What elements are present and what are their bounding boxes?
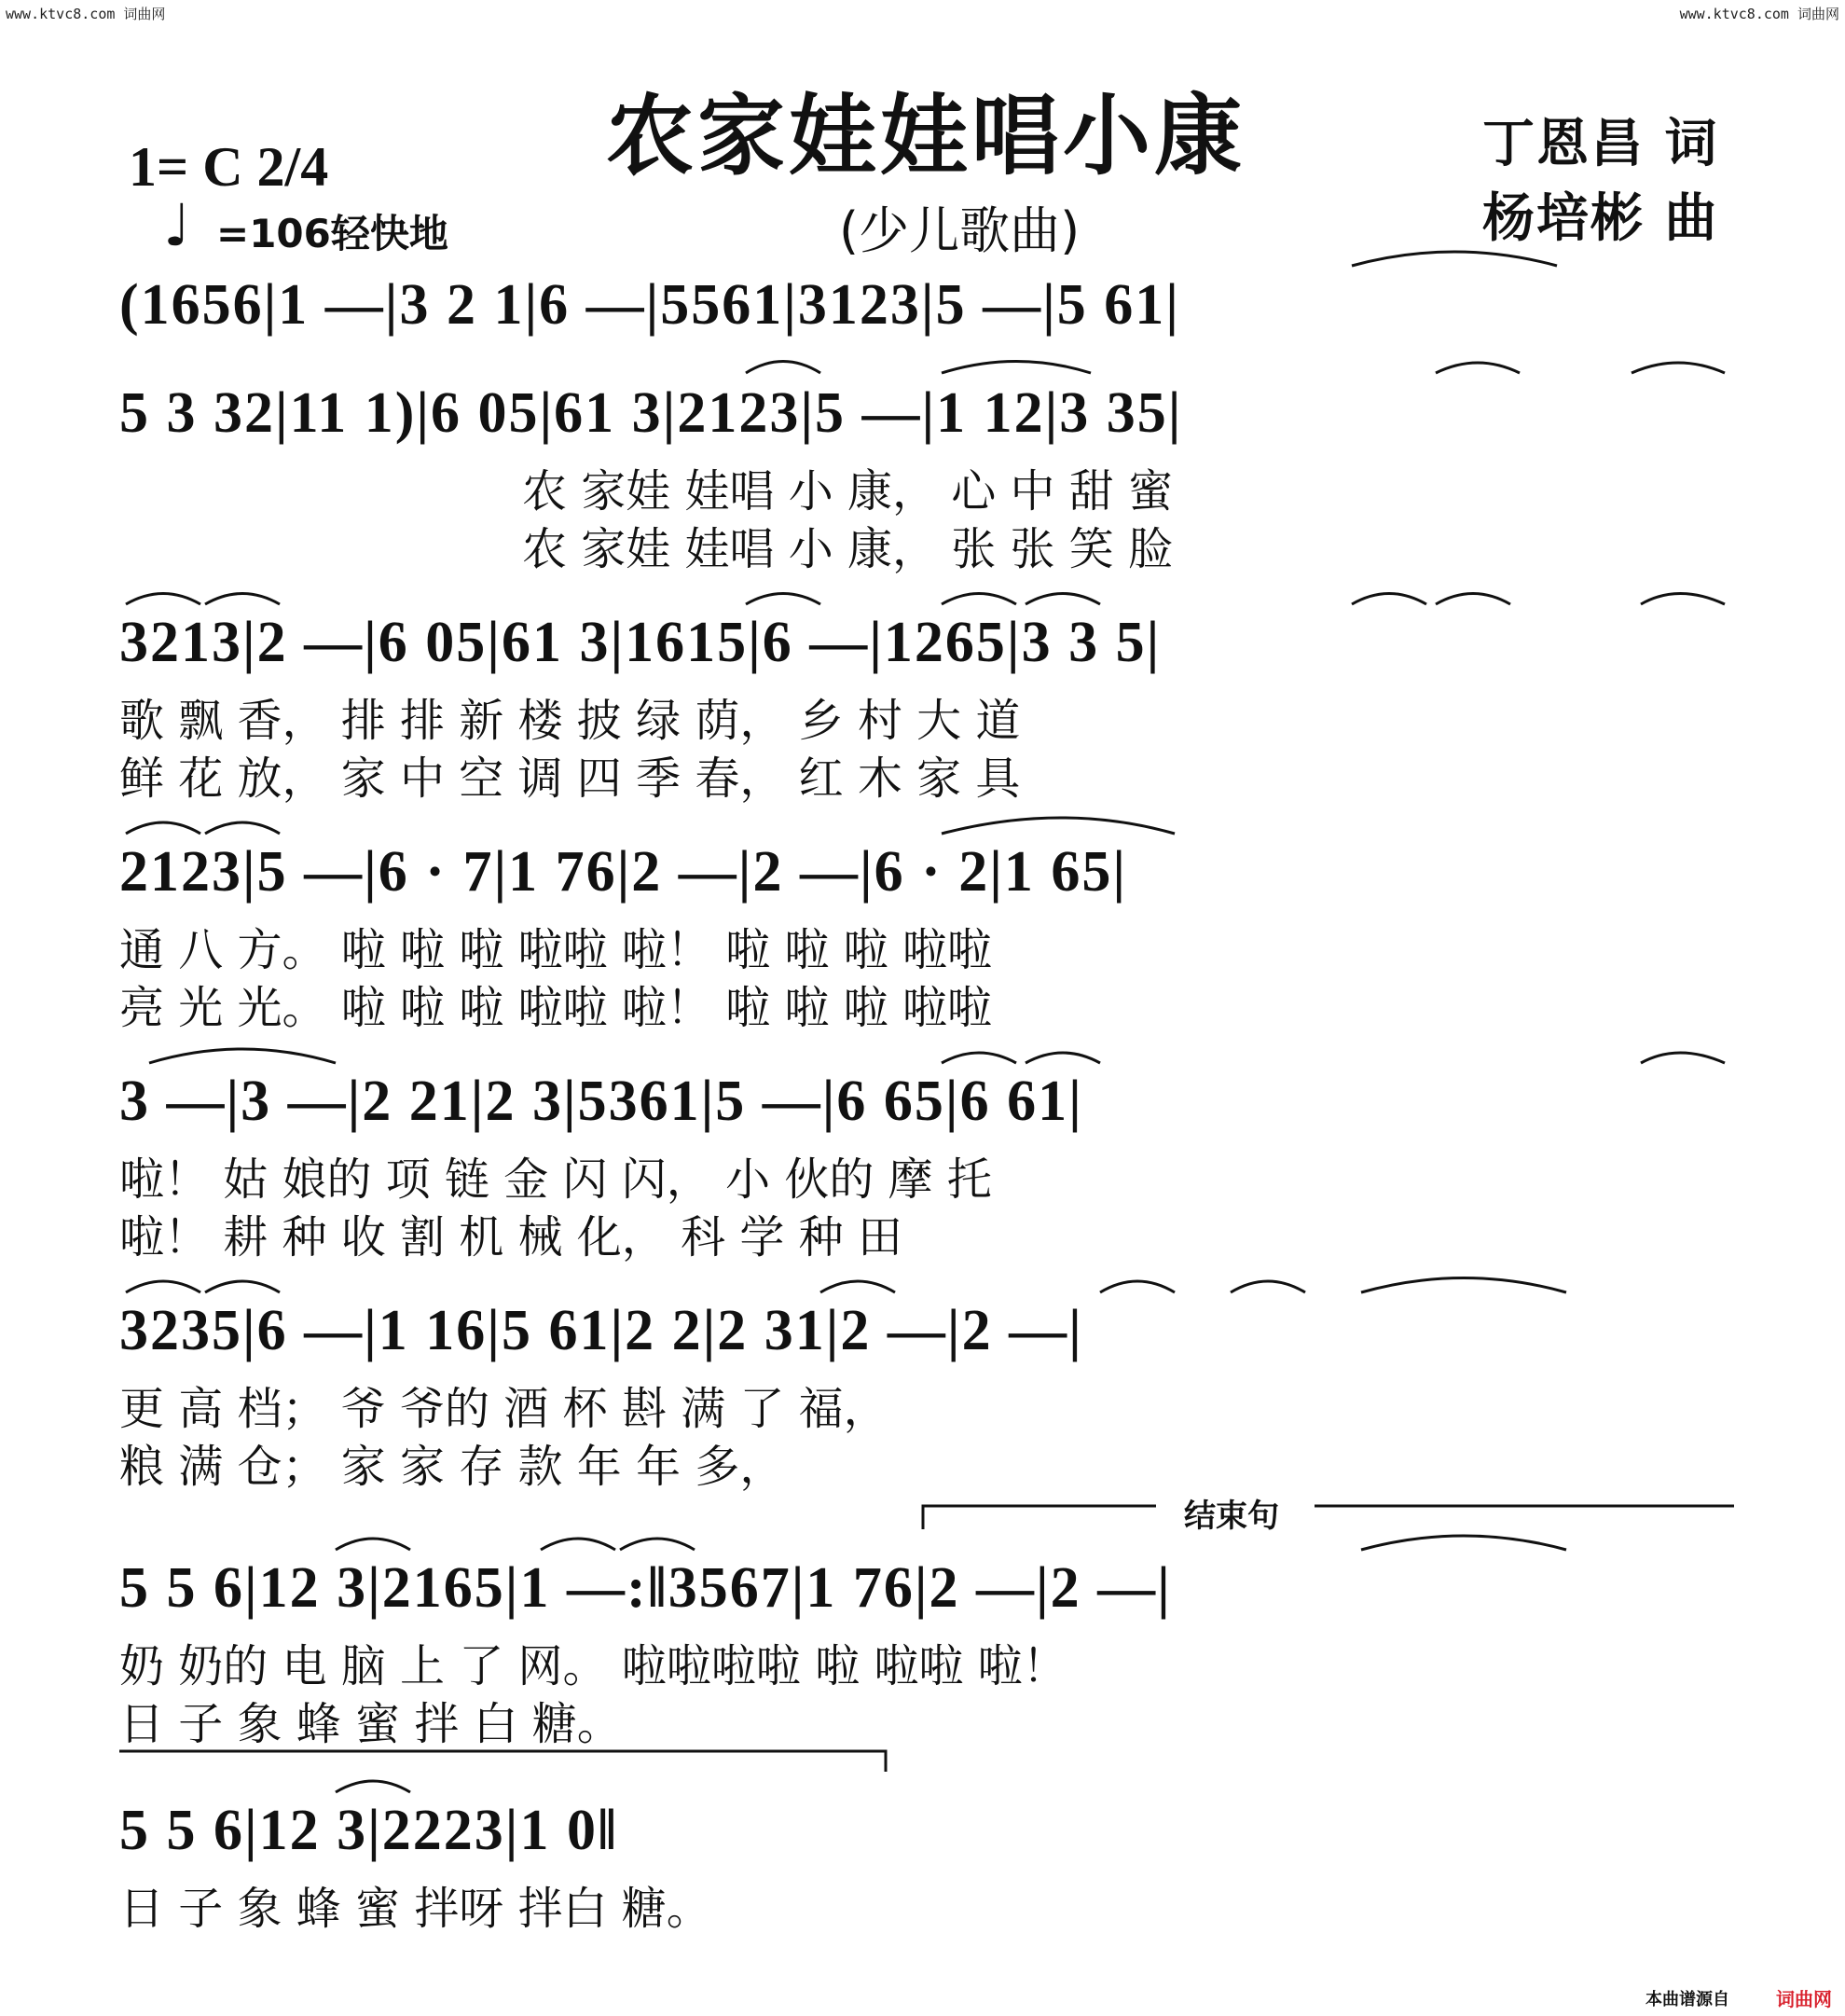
site-watermark-left: www.ktvc8.com 词曲网 xyxy=(6,6,166,22)
slur-arc xyxy=(1352,594,1426,605)
lyricist-credit: 丁恩昌 词 xyxy=(1482,114,1719,174)
lyric-line-8-verse-1: 日 子 象 蜂 蜜 拌呀 拌白 糖。 xyxy=(119,1883,711,1935)
notation-line-2: 5 3 32|11 1)|6 05|61 3|2123|5 —|1 12|3 35| xyxy=(119,381,1183,445)
slur-arc xyxy=(1100,1281,1175,1292)
tempo-marking: =106轻快地 xyxy=(216,211,448,256)
slur-arc xyxy=(336,1539,410,1550)
lyric-line-7-verse-1: 奶 奶的 电 脑 上 了 网。 啦啦啦啦 啦 啦啦 啦！ xyxy=(119,1640,1067,1692)
footer-site-logo: 词曲网 xyxy=(1776,1988,1832,2010)
ending-section-label: 结束句 xyxy=(1175,1490,1288,1536)
slur-arc xyxy=(942,362,1091,374)
key-signature: 1= C 2/4 xyxy=(129,136,329,198)
notation-line-4: 2123|5 —|6 · 7|1 76|2 —|2 —|6 · 2|1 65| xyxy=(119,840,1128,904)
slur-arc xyxy=(620,1539,695,1550)
lyric-line-5-verse-2: 啦！ 耕 种 收 割 机 械 化， 科 学 种 田 xyxy=(119,1211,902,1263)
lyric-line-6-verse-2: 粮 满 仓； 家 家 存 款 年 年 多， xyxy=(119,1441,785,1493)
notation-line-5: 3 —|3 —|2 21|2 3|5361|5 —|6 65|6 61| xyxy=(119,1070,1083,1133)
tie-arc xyxy=(1361,1278,1566,1293)
slur-arc xyxy=(746,362,820,374)
slur-arc xyxy=(746,594,820,605)
notation-line-6: 3235|6 —|1 16|5 61|2 2|2 31|2 —|2 —| xyxy=(119,1299,1083,1362)
site-watermark-right: www.ktvc8.com 词曲网 xyxy=(1679,6,1839,22)
slur-arc xyxy=(126,594,200,605)
lyric-line-7-verse-2: 日 子 象 蜂 蜜 拌 白 糖。 xyxy=(119,1698,622,1750)
notation-line-7: 5 5 6|12 3|2165|1 —:‖3567|1 76|2 —|2 —| xyxy=(119,1556,1172,1620)
lyric-line-5-verse-1: 啦！ 姑 娘的 项 链 金 闪 闪， 小 伙的 摩 托 xyxy=(119,1153,992,1206)
slur-arc xyxy=(205,1281,280,1292)
footer-source-text: 本曲谱源自 xyxy=(1645,1990,1729,2009)
slur-arc xyxy=(1632,363,1725,373)
tie-arc xyxy=(149,1049,336,1063)
coda-bracket xyxy=(119,1751,886,1772)
lyric-line-6-verse-1: 更 高 档； 爷 爷的 酒 杯 斟 满 了 福， xyxy=(119,1383,888,1435)
song-subtitle: (少儿歌曲) xyxy=(839,201,1081,260)
lyric-line-2-verse-1: 农 家娃 娃唱 小 康， 心 中 甜 蜜 xyxy=(522,465,1174,518)
quarter-note-icon: ♩ xyxy=(163,191,191,259)
ending-bracket xyxy=(923,1506,1156,1529)
notation-line-8: 5 5 6|12 3|2223|1 0‖ xyxy=(119,1799,619,1862)
slur-arc xyxy=(1026,594,1100,605)
slur-arc xyxy=(942,1053,1016,1063)
composer-credit: 杨培彬 曲 xyxy=(1482,188,1719,249)
slur-arc xyxy=(126,822,200,834)
slur-arc xyxy=(1231,1281,1305,1292)
slur-arc xyxy=(336,1781,410,1792)
slur-arc xyxy=(541,1539,615,1550)
slur-arc xyxy=(1641,594,1725,605)
slur-arc xyxy=(1436,594,1510,605)
tie-arc xyxy=(1361,1536,1566,1550)
slur-arc xyxy=(1026,1053,1100,1063)
slur-arc xyxy=(942,594,1016,605)
slur-arc xyxy=(205,822,280,834)
lyric-line-4-verse-2: 亮 光 光。 啦 啦 啦 啦啦 啦！ 啦 啦 啦 啦啦 xyxy=(119,982,992,1034)
notation-line-1: (1656|1 —|3 2 1|6 —|5561|3123|5 —|5 61| xyxy=(119,273,1180,337)
tie-arc xyxy=(942,818,1175,834)
lyric-line-3-verse-2: 鲜 花 放， 家 中 空 调 四 季 春， 红 木 家 具 xyxy=(119,753,1021,805)
slur-arc xyxy=(1641,1053,1725,1063)
lyric-line-2-verse-2: 农 家娃 娃唱 小 康， 张 张 笑 脸 xyxy=(522,523,1174,575)
lyric-line-3-verse-1: 歌 飘 香， 排 排 新 楼 披 绿 荫， 乡 村 大 道 xyxy=(119,695,1021,747)
slur-arc xyxy=(126,1281,200,1292)
notation-line-3: 3213|2 —|6 05|61 3|1615|6 —|1265|3 3 5| xyxy=(119,611,1162,674)
slur-arc xyxy=(820,1281,895,1292)
slur-arc xyxy=(205,594,280,605)
lyric-line-4-verse-1: 通 八 方。 啦 啦 啦 啦啦 啦！ 啦 啦 啦 啦啦 xyxy=(119,924,992,976)
tie-arc xyxy=(1352,252,1557,266)
slur-arc xyxy=(1436,363,1520,373)
song-title: 农家娃娃唱小康 xyxy=(606,86,1246,187)
